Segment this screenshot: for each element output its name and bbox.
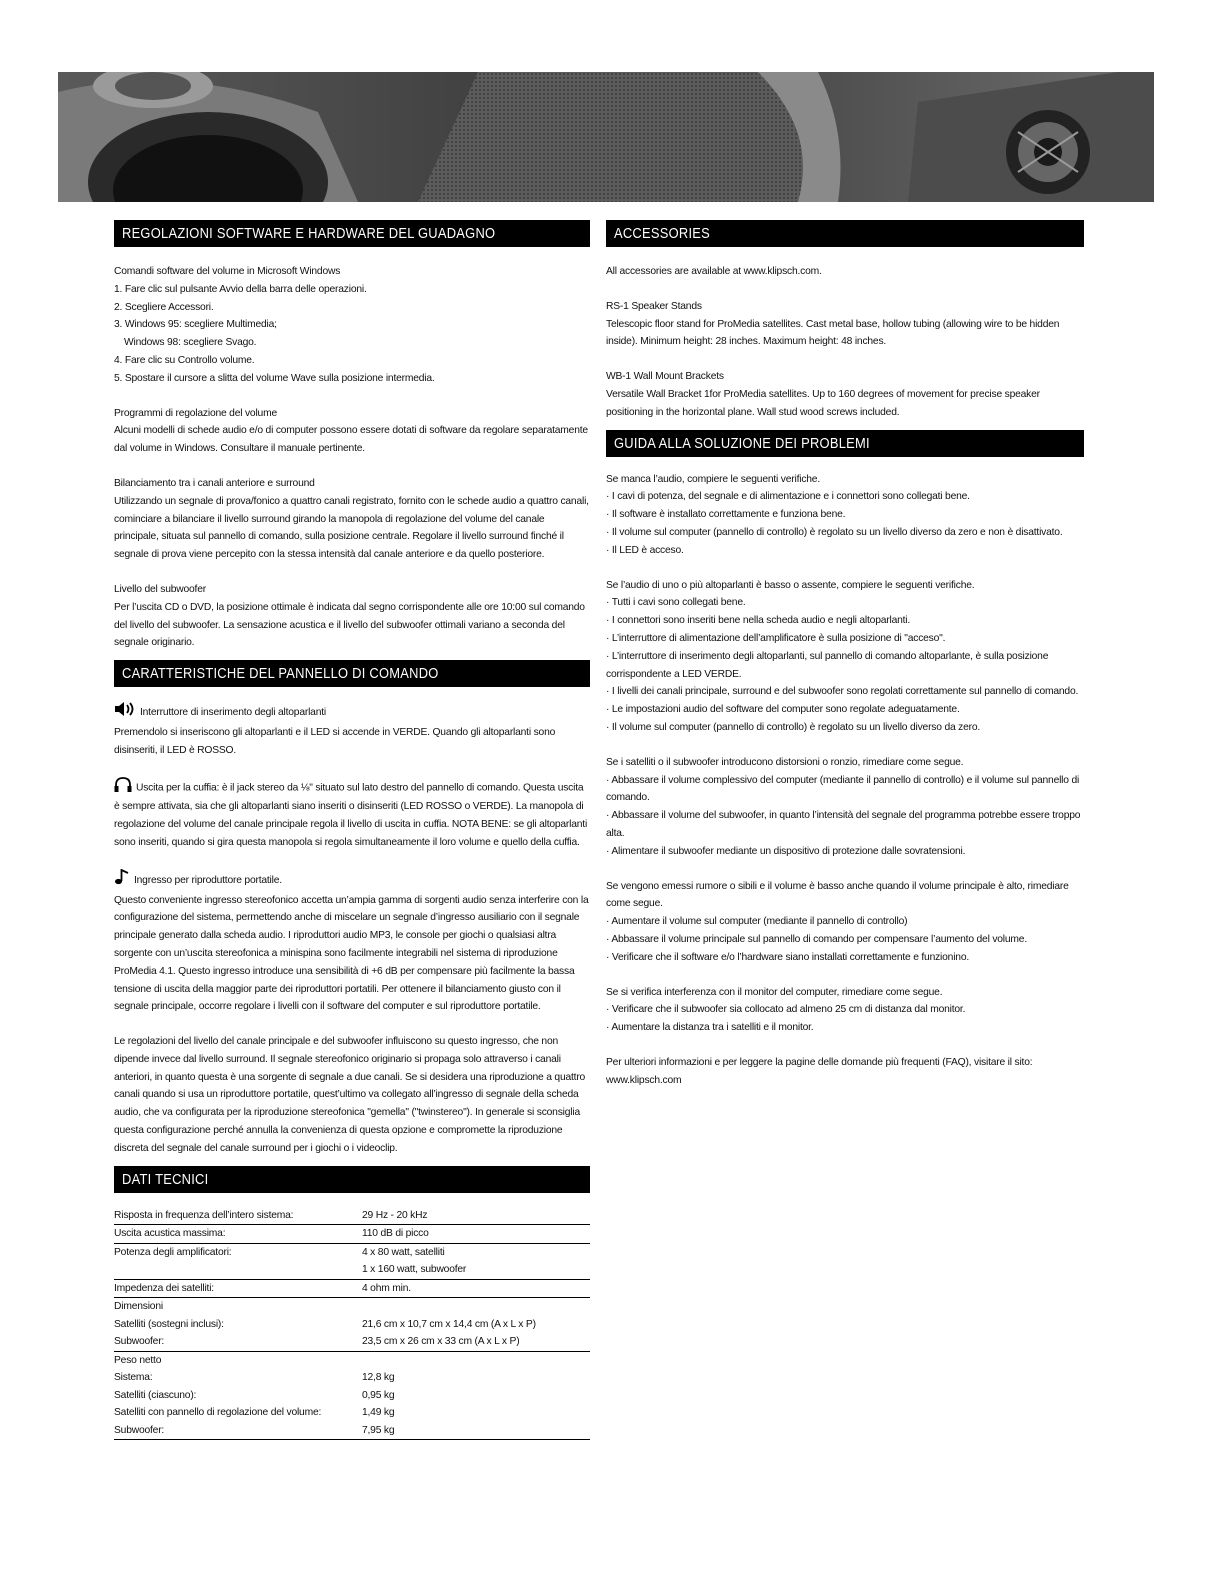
step-line: 5. Spostare il cursore a slitta del volume Wave sulla posizione intermedia. [114, 372, 435, 384]
block-title: Se l’audio di uno o più altoparlanti è basso o assente, compiere le seguenti verifiche. [606, 579, 975, 591]
speaker-photo-banner [58, 72, 1154, 202]
subwoofer-level-block [114, 581, 590, 652]
table-row: Peso netto [114, 1354, 162, 1366]
list-item: · Il volume sul computer (pannello di controllo) è regolato su un livello diverso da zero. [606, 721, 981, 733]
list-item: · Il volume sul computer (pannello di controllo) è regolato su un livello diverso da zero e non è disattivato. [606, 526, 1063, 538]
headphone-block [114, 777, 590, 852]
trouble-noise [606, 878, 1084, 967]
step-line: 4. Fare clic su Controllo volume. [114, 354, 255, 366]
table-row: Impedenza dei satelliti: 4 ohm min. [114, 1279, 590, 1298]
right-column [606, 220, 1084, 1106]
list-item: · Aumentare il volume sul computer (mediante il pannello di controllo) [606, 916, 908, 928]
list-item: · Abbassare il volume principale sul pannello di comando per compensare l’aumento del volume. [606, 933, 1027, 945]
block-title: Livello del subwoofer [114, 583, 206, 595]
table-row: Satelliti (ciascuno): 0,95 kg [114, 1389, 395, 1401]
list-item: · Verificare che il software e/o l’hardware siano installati correttamente e funzionino. [606, 951, 970, 963]
table-row: Subwoofer: 23,5 cm x 26 cm x 33 cm (A x L x P) [114, 1333, 590, 1351]
section-header-panel: CARATTERISTICHE DEL PANNELLO DI COMANDO [114, 660, 590, 687]
step-line: 3. Windows 95: scegliere Multimedia; [114, 319, 277, 331]
block-title: RS-1 Speaker Stands [606, 300, 702, 312]
block-text: Le regolazioni del livello del canale principale e del subwoofer influiscono su questo ingresso, che non dipende invece dal livello surround. Il segnale stereofonico originario si propaga solo attraverso i canali anteriori, in quanto questa è una sorgente di segnale a due canali. Se si desidera una riproduzione a quattro canali quando si usa un riproduttore portatile, quest’ultimo va collegato all’ingresso di segnale della scheda audio, che va configurata per la riproduzione stereofonica "gemella" ("twinstereo"). In generale si sconsiglia questa configurazione perché annulla la convenienza di questa opzione e compromette la riproduzione discreta del segnale del canale surround per i giochi o i videoclip. [114, 1036, 586, 1154]
list-item: · Il software è installato correttamente e funziona bene. [606, 509, 846, 521]
section-header-gain: REGOLAZIONI SOFTWARE E HARDWARE DEL GUADAGNO [114, 220, 590, 247]
list-item: · Abbassare il volume del subwoofer, in quanto l’intensità del segnale del programma potrebbe essere troppo alta. [606, 810, 1081, 839]
block-title: Ingresso per riproduttore portatile. [134, 874, 282, 886]
list-item: · I cavi di potenza, del segnale e di alimentazione e i connettori sono collegati bene. [606, 491, 970, 503]
section-header-troubleshooting: GUIDA ALLA SOLUZIONE DEI PROBLEMI [606, 430, 1084, 457]
list-item: · Le impostazioni audio del software del computer sono regolate adeguatamente. [606, 704, 960, 716]
block-text: Telescopic floor stand for ProMedia satellites. Cast metal base, hollow tubing (allowing wire to be hidden inside). Minimum height: 28 inches. Maximum height: 48 inches. [606, 318, 1060, 348]
block-title: Interruttore di inserimento degli altoparlanti [140, 707, 326, 719]
headphone-icon [114, 777, 132, 799]
block-title: Programmi di regolazione del volume [114, 407, 277, 419]
list-item: · Verificare che il subwoofer sia collocato ad almeno 25 cm di distanza dal monitor. [606, 1004, 966, 1016]
trouble-no-audio [606, 471, 1084, 560]
block-text: Questo conveniente ingresso stereofonico accetta un’ampia gamma di sorgenti audio senza interferire con la configurazione del sistema, permettendo anche di miscelare un segnale d’ingresso ausiliario con il segnale principale generato dalla scheda audio. I riproduttori audio MP3, le console per giochi o qualsiasi altra sorgente con un’uscita stereofonica a minispina sono facilmente integrabili nel sistema di riproduzione ProMedia 4.1. Questo ingresso introduce una sensibilità di +6 dB per compensare più facilmente la bassa tensione di uscita della maggior parte dei riproduttori portatili. Per ottenere il bilanciamento giusto con il segnale principale, occorre regolare i livelli con il software del computer e sul riproduttore portatile. [114, 894, 589, 1013]
music-note-icon [114, 869, 130, 892]
trouble-low-audio [606, 577, 1084, 737]
step-line: Windows 98: scegliere Svago. [124, 337, 257, 349]
list-item: · Il LED è acceso. [606, 544, 684, 556]
table-row: Satelliti con pannello di regolazione del volume: 1,49 kg [114, 1407, 395, 1419]
block-title: Comandi software del volume in Microsoft Windows [114, 266, 341, 277]
block-text: Per ulteriori informazioni e per leggere la pagine delle domande più frequenti (FAQ), visitare il sito: www.klipsch.com [606, 1056, 1033, 1086]
list-item: · L’interruttore di inserimento degli altoparlanti, sul pannello di comando altoparlante, è sulla posizione corrispondente a LED VERDE. [606, 650, 1049, 680]
block-text: Alcuni modelli di schede audio e/o di computer possono essere dotati di software da regolare separatamente dal volume in Windows. Consultare il manuale pertinente. [114, 425, 588, 455]
table-row: Dimensioni [114, 1301, 163, 1313]
section-header-specs: DATI TECNICI [114, 1166, 590, 1193]
specs-table [114, 1207, 590, 1441]
table-row: Risposta in frequenza dell’intero sistema: 29 Hz - 20 kHz [114, 1207, 590, 1225]
block-text: Uscita per la cuffia: è il jack stereo da ⅛" situato sul lato destro del pannello di comando. Questa uscita è sempre attivata, sia che gli altoparlanti siano inseriti o disinseriti (LED ROSSO o VERDE). La manopola di regolazione del volume del canale principale regola il livello di uscita in cuffia. NOTA BENE: se gli altoparlanti sono inseriti, quando si gira questa manopola si regola simultaneamente il loro volume e quello della cuffia. [114, 782, 588, 848]
step-line: 2. Scegliere Accessori. [114, 301, 214, 313]
list-item: · I livelli dei canali principale, surround e del subwoofer sono regolati correttamente sul pannello di comando. [606, 686, 1079, 698]
list-item: · L’interruttore di alimentazione dell’amplificatore è sulla posizione di "acceso". [606, 632, 946, 644]
table-row: 1 x 160 watt, subwoofer [114, 1261, 590, 1279]
trouble-monitor-interference [606, 984, 1084, 1037]
left-column [114, 220, 590, 1440]
table-row: Uscita acustica massima: 110 dB di picco [114, 1225, 590, 1244]
speaker-photo [58, 72, 1154, 202]
block-title: Se si verifica interferenza con il monitor del computer, rimediare come segue. [606, 986, 943, 998]
rs1-stands-block [606, 298, 1084, 351]
block-title: Se i satelliti o il subwoofer introducono distorsioni o ronzio, rimediare come segue. [606, 756, 964, 768]
volume-software-block [114, 405, 590, 458]
block-text: Premendolo si inseriscono gli altoparlanti e il LED si accende in VERDE. Quando gli altoparlanti sono disinseriti, il LED è ROSSO. [114, 726, 556, 756]
block-title: Se vengono emessi rumore o sibili e il volume è basso anche quando il volume principale è alto, rimediare come segue. [606, 880, 1069, 910]
list-item: · Tutti i cavi sono collegati bene. [606, 597, 746, 609]
table-row: Potenza degli amplificatori: 4 x 80 watt, satelliti [114, 1246, 445, 1258]
windows-volume-block [114, 263, 590, 388]
block-text: Utilizzando un segnale di prova/fonico a quattro canali registrato, fornito con le schede audio a quattro canali, cominciare a bilanciare il livello surround girando la manopola di regolazione del volume del canale principale, situata sul pannello di comando, sulla posizione centrale. Regolare il livello surround finché il segnale di prova viene percepito con la stessa intensità dal canale anteriore e da quello posteriore. [114, 495, 589, 561]
front-surround-balance-block [114, 475, 590, 564]
block-title: Se manca l’audio, compiere le seguenti verifiche. [606, 473, 820, 485]
trouble-distortion [606, 754, 1084, 861]
speaker-switch-block [114, 701, 590, 759]
portable-input-block [114, 869, 590, 1016]
portable-input-notes-block [114, 1033, 590, 1158]
faq-info [606, 1054, 1084, 1090]
block-text: Versatile Wall Bracket 1for ProMedia satellites. Up to 160 degrees of movement for precise speaker positioning in the horizontal plane. Wall stud wood screws included. [606, 388, 1040, 418]
list-item: · Abbassare il volume complessivo del computer (mediante il pannello di controllo) e il volume sul pannello di comando. [606, 774, 1080, 804]
speaker-icon [114, 701, 136, 724]
table-row: Sistema: 12,8 kg [114, 1372, 395, 1384]
block-text: Per l’uscita CD o DVD, la posizione ottimale è indicata dal segno corrispondente alle ore 10:00 sul comando del livello del subwoofer. La sensazione acustica e il livello del subwoofer ottimali variano a seconda del segnale originario. [114, 601, 585, 649]
accessories-intro: All accessories are available at www.klipsch.com. [606, 266, 822, 277]
section-header-accessories: ACCESSORIES [606, 220, 1084, 247]
table-row: Subwoofer: 7,95 kg [114, 1422, 590, 1440]
wb1-brackets-block [606, 368, 1084, 421]
list-item: · Aumentare la distanza tra i satelliti e il monitor. [606, 1022, 814, 1034]
table-row: Satelliti (sostegni inclusi): 21,6 cm x 10,7 cm x 14,4 cm (A x L x P) [114, 1318, 536, 1330]
block-title: Bilanciamento tra i canali anteriore e surround [114, 477, 315, 489]
list-item: · I connettori sono inseriti bene nella scheda audio e negli altoparlanti. [606, 615, 911, 627]
step-line: 1. Fare clic sul pulsante Avvio della barra delle operazioni. [114, 283, 367, 295]
block-title: WB-1 Wall Mount Brackets [606, 371, 724, 383]
list-item: · Alimentare il subwoofer mediante un dispositivo di protezione dalle sovratensioni. [606, 845, 966, 857]
